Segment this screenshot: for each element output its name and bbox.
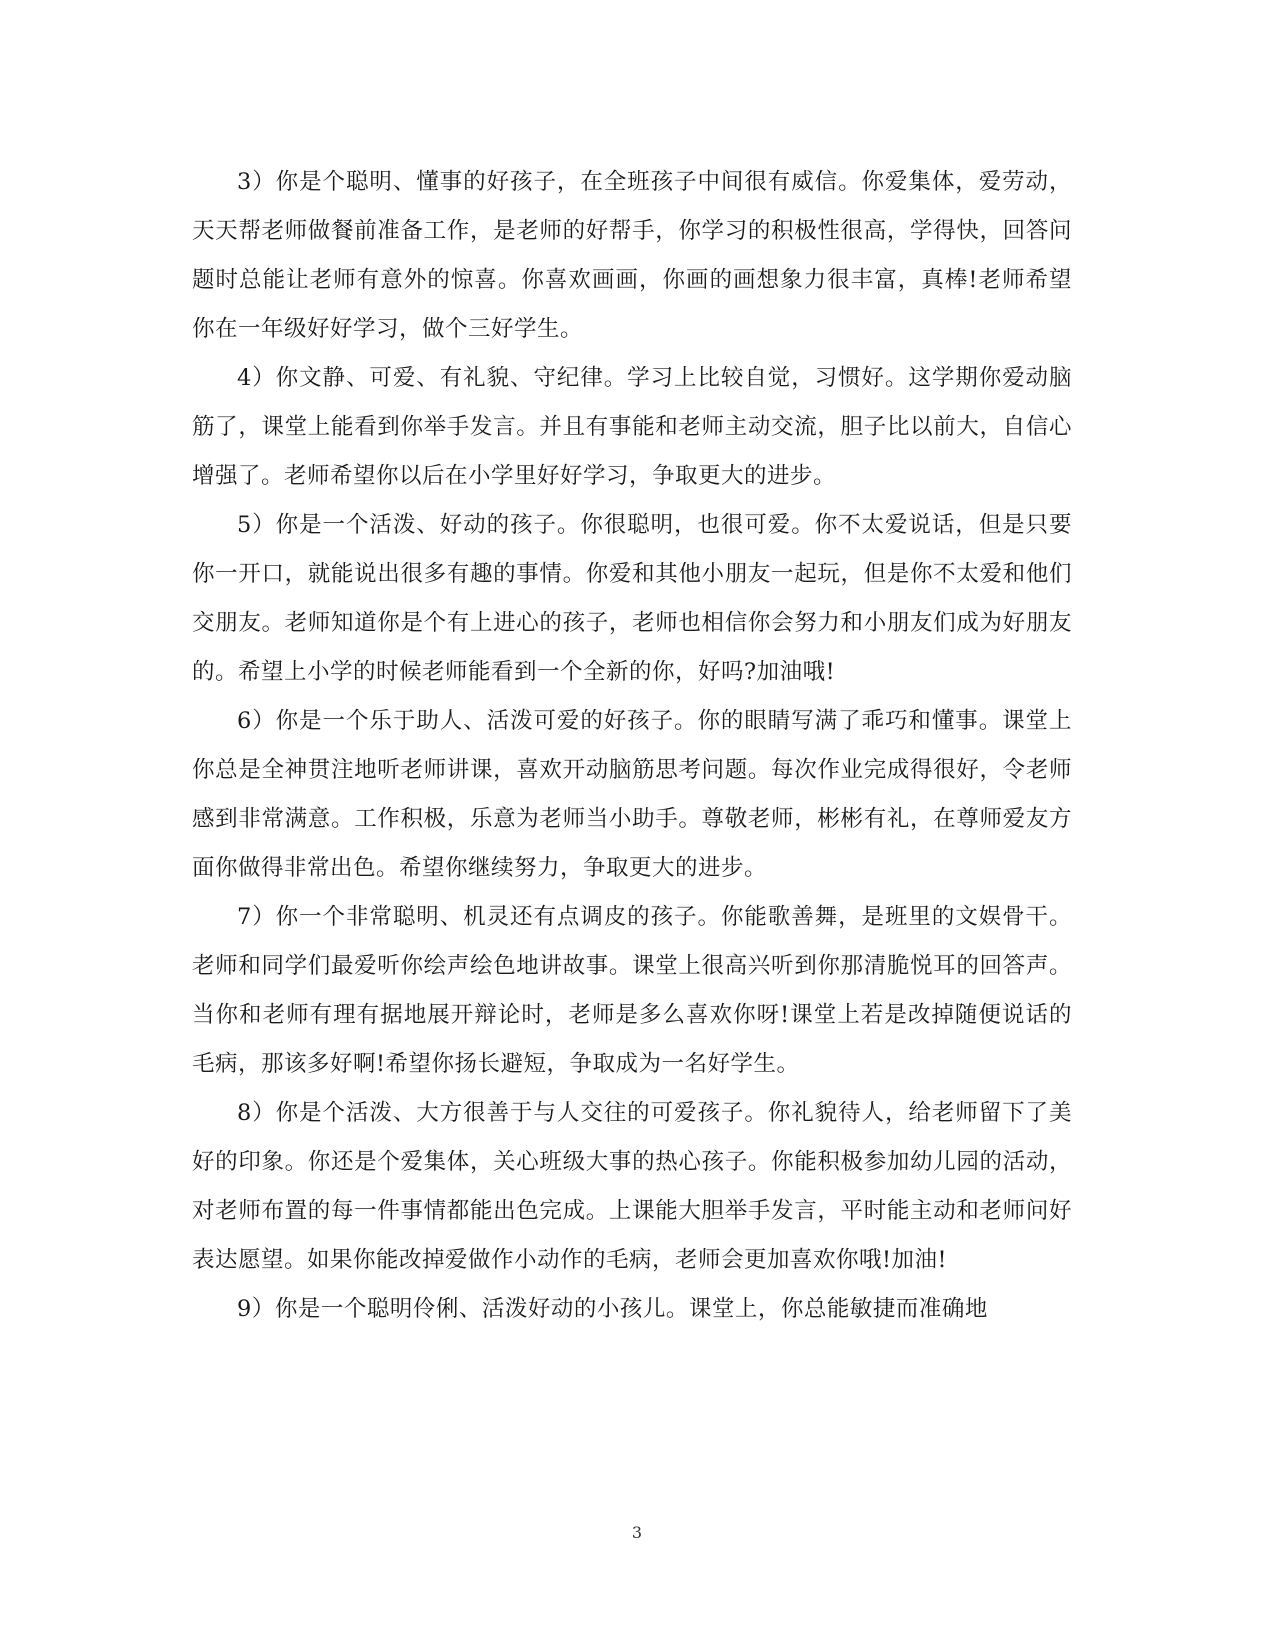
document-body [192,158,1072,1334]
page-number: 3 [631,1523,643,1542]
paragraph-7: 7）你一个非常聪明、机灵还有点调皮的孩子。你能歌善舞，是班里的文娱骨干。老师和同学们最爱听你绘声绘色地讲故事。课堂上很高兴听到你那清脆悦耳的回答声。当你和老师有理有据地展开辩论时，老师是多么喜欢你呀!课堂上若是改掉随便说话的毛病，那该多好啊!希望你扬长避短，争取成为一名好学生。 [192,904,1072,1077]
paragraph-5: 5）你是一个活泼、好动的孩子。你很聪明，也很可爱。你不太爱说话，但是只要你一开口，就能说出很多有趣的事情。你爱和其他小朋友一起玩，但是你不太爱和他们交朋友。老师知道你是个有上进心的孩子，老师也相信你会努力和小朋友们成为好朋友的。希望上小学的时候老师能看到一个全新的你，好吗?加油哦! [192,512,1072,685]
paragraph-4: 4）你文静、可爱、有礼貌、守纪律。学习上比较自觉，习惯好。这学期你爱动脑筋了，课堂上能看到你举手发言。并且有事能和老师主动交流，胆子比以前大，自信心增强了。老师希望你以后在小学里好好学习，争取更大的进步。 [192,365,1072,489]
paragraph-8: 8）你是个活泼、大方很善于与人交往的可爱孩子。你礼貌待人，给老师留下了美好的印象。你还是个爱集体，关心班级大事的热心孩子。你能积极参加幼儿园的活动，对老师布置的每一件事情都能出色完成。上课能大胆举手发言，平时能主动和老师问好表达愿望。如果你能改掉爱做作小动作的毛病，老师会更加喜欢你哦!加油! [192,1100,1072,1273]
paragraph-3: 3）你是个聪明、懂事的好孩子，在全班孩子中间很有威信。你爱集体，爱劳动，天天帮老师做餐前准备工作，是老师的好帮手，你学习的积极性很高，学得快，回答问题时总能让老师有意外的惊喜。你喜欢画画，你画的画想象力很丰富，真棒!老师希望你在一年级好好学习，做个三好学生。 [192,169,1072,342]
paragraph-9: 9）你是一个聪明伶俐、活泼好动的小孩儿。课堂上，你总能敏捷而准确地 [237,1296,988,1322]
paragraph-6: 6）你是一个乐于助人、活泼可爱的好孩子。你的眼睛写满了乖巧和懂事。课堂上你总是全神贯注地听老师讲课，喜欢开动脑筋思考问题。每次作业完成得很好，令老师感到非常满意。工作积极，乐意为老师当小助手。尊敬老师，彬彬有礼，在尊师爱友方面你做得非常出色。希望你继续努力，争取更大的进步。 [192,708,1072,881]
